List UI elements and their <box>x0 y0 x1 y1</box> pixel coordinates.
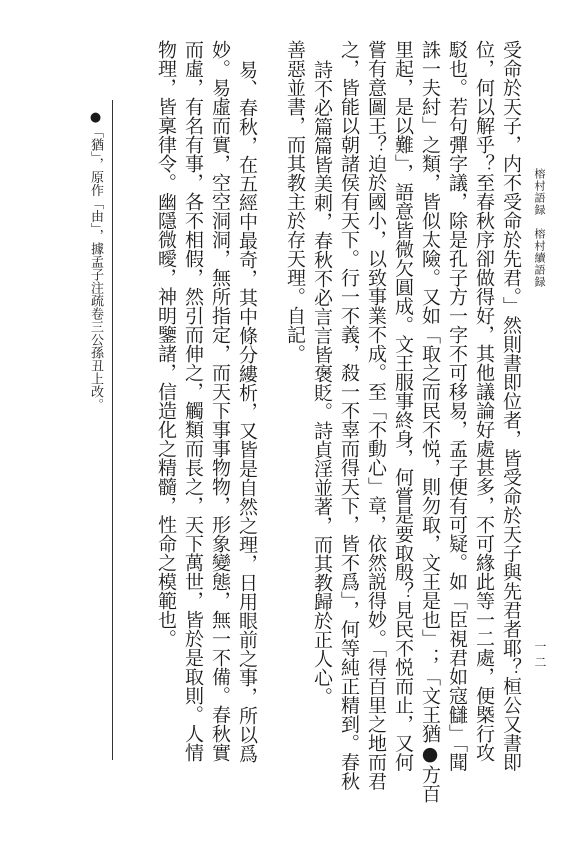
text-line: 物理，皆稟律令。幽隱微曖，神明鑒諸，信造化之精髓，性命之模範也。 <box>155 40 177 648</box>
page-number: 一二 <box>533 640 547 672</box>
text-line: 里起，是以難」，語意皆微欠圓成。文王服事終身，何嘗是要取殷？見民不悦而止，又何 <box>392 40 414 772</box>
text-line: 妙。易虛而實，空空洞洞，無所指定，而天下事事物物，形象變態，無一不備。春秋實 <box>209 40 231 762</box>
text-line: 嘗有意圖王？迫於國小，以致事業不成。至「不動心」章，依然説得妙。「得百里之地而君 <box>365 40 387 791</box>
text-line: 之，皆能以朝諸侯有天下。行一不義，殺一不辜而得天下，皆不爲」，何等純正精到。春秋 <box>338 40 360 791</box>
text-line: 善惡並書，而其教主於存天理。自記。 <box>284 40 306 363</box>
footnote-divider <box>112 100 113 760</box>
text-line: 誅一夫紂」之類，皆似太險。又如「取之而民不悦，則勿取，文王是也」；「文王猶●方百 <box>419 40 441 803</box>
text-line: 而虛，有名有事，各不相假，然引而伸之，觸類而長之，天下萬世，皆於是取則。人情 <box>182 40 204 762</box>
running-header: 榕村語録 榕村續語録 <box>533 168 546 288</box>
text-line: 受命於天子，内不受命於先君。」然則書即位者，皆受命於天子與先君者耶？桓公又書即 <box>500 40 522 772</box>
footnote: ●「猶」，原作「由」，據孟子注疏卷三公孫丑上改。 <box>88 110 103 411</box>
text-line: 易、春秋，在五經中最奇，其中條分縷析，又皆是自然之理，日用眼前之事，所以爲 <box>236 60 258 763</box>
text-line: 詩不必篇篇皆美刺，春秋不必言言皆褒貶。詩貞淫並著，而其教歸於正人心。 <box>311 60 333 706</box>
text-line: 位，何以解乎？至春秋序卻做得好，其他議論好處甚多，不可緣此等一二處，便槩行攻 <box>473 40 495 762</box>
text-line: 駁也。若句彈字議，除是孔子方一字不可移易，孟子便有可疑。如「臣視君如寇讎」「聞 <box>446 40 468 772</box>
